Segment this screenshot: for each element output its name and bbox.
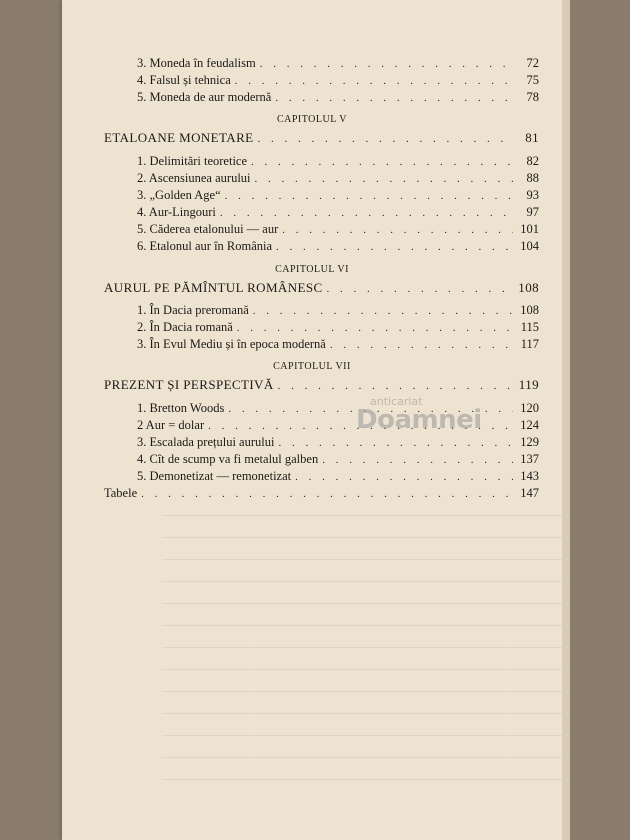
dot-leader [322, 452, 513, 468]
chapter-title-row [104, 130, 539, 146]
dot-leader [278, 378, 513, 394]
toc-entry [137, 204, 539, 220]
toc-entry [137, 187, 539, 203]
chapter-label: CAPITOLUL VI [275, 264, 349, 275]
dot-leader [276, 239, 513, 255]
dot-leader [237, 320, 513, 336]
toc-entry-page: 78 [526, 90, 539, 104]
dot-leader [260, 56, 513, 72]
toc-entry [137, 302, 539, 318]
toc-entry-page: 93 [526, 188, 539, 202]
toc-entry-page: 104 [520, 239, 539, 253]
chapter-label: CAPITOLUL V [276, 114, 348, 125]
toc-entry-page: 117 [520, 337, 539, 351]
toc-entry [137, 238, 539, 254]
toc-entry [137, 89, 539, 105]
toc-entry-title: 3. „Golden Age“ [137, 188, 221, 202]
toc-entry-title: 1. Delimitări teoretice [137, 154, 248, 168]
dot-leader [258, 131, 513, 147]
toc-entry-page: 88 [526, 171, 539, 185]
toc-entry-title: 5. Demonetizat — remonetizat [137, 469, 292, 483]
toc-entry-title: 5. Căderea etalonului — aur [137, 222, 279, 236]
toc-entry-tables [104, 485, 539, 501]
toc-entry-title: 2. În Dacia romană [137, 320, 233, 334]
toc-entry-title: 1. Bretton Woods [137, 401, 225, 415]
chapter-page: 81 [525, 130, 539, 145]
toc-entry-page: 124 [520, 418, 539, 432]
toc-entry [137, 170, 539, 186]
toc-entry-page: 72 [526, 56, 539, 70]
toc-entry-title: 5. Moneda de aur modernă [137, 90, 272, 104]
toc-entry-page: 97 [526, 205, 539, 219]
chapter-title: AURUL PE PĂMÎNTUL ROMÂNESC [104, 280, 323, 295]
page-edge [562, 0, 570, 840]
toc-entry-title: 1. În Dacia preromană [137, 303, 249, 317]
dot-leader [282, 222, 513, 238]
toc-entry-page: 108 [520, 303, 539, 317]
toc-entry-title: 3. În Evul Mediu și în epoca modernă [137, 337, 326, 351]
dot-leader [327, 281, 513, 297]
chapter-title-row [104, 280, 539, 296]
toc-entry [137, 153, 539, 169]
toc-entry-page: 147 [520, 486, 539, 500]
dot-leader [141, 486, 513, 502]
toc-entry-title: 4. Cît de scump va fi metalul galben [137, 452, 319, 466]
toc-entry-page: 115 [520, 320, 539, 334]
dot-leader [295, 469, 513, 485]
toc-entry-title: 4. Aur-Lingouri [137, 205, 216, 219]
dot-leader [225, 188, 513, 204]
toc-entry-page: 120 [520, 401, 539, 415]
toc-entry [137, 221, 539, 237]
toc-entry-title: 6. Etalonul aur în România [137, 239, 273, 253]
book-page [62, 0, 562, 840]
toc-entry-page: 137 [520, 452, 539, 466]
toc-entry-page: 75 [526, 73, 539, 87]
chapter-title-row [104, 377, 539, 393]
toc-entry-page: 101 [520, 222, 539, 236]
dot-leader [275, 90, 513, 106]
dot-leader [220, 205, 513, 221]
toc-entry [137, 336, 539, 352]
toc-entry-title: 4. Falsul și tehnica [137, 73, 231, 87]
toc-entry [137, 451, 539, 467]
toc-entry [137, 319, 539, 335]
toc-entry-page: 143 [520, 469, 539, 483]
dot-leader [253, 303, 513, 319]
toc-entry [137, 468, 539, 484]
toc-entry-title: Tabele [104, 486, 138, 500]
toc-entry-title: 3. Moneda în feudalism [137, 56, 256, 70]
toc-entry-title: 2. Ascensiunea aurului [137, 171, 251, 185]
toc-entry [137, 55, 539, 71]
chapter-label: CAPITOLUL VII [273, 361, 351, 372]
dot-leader [255, 171, 513, 187]
watermark-logo [330, 393, 480, 453]
toc-entry-title: 3. Escalada prețului aurului [137, 435, 275, 449]
table-of-contents [62, 0, 562, 840]
watermark-small-text: anticariat [370, 395, 423, 408]
chapter-page: 119 [518, 377, 539, 392]
toc-entry [137, 72, 539, 88]
dot-leader [235, 73, 513, 89]
toc-entry-page: 129 [520, 435, 539, 449]
chapter-page: 108 [518, 280, 539, 295]
dot-leader [251, 154, 513, 170]
dot-leader [330, 337, 513, 353]
chapter-title: ETALOANE MONETARE [104, 130, 254, 145]
chapter-title: PREZENT ȘI PERSPECTIVĂ [104, 377, 274, 392]
toc-entry-title: 2 Aur = dolar [137, 418, 205, 432]
watermark-big-text: Doamnei [356, 405, 482, 435]
toc-entry-page: 82 [526, 154, 539, 168]
